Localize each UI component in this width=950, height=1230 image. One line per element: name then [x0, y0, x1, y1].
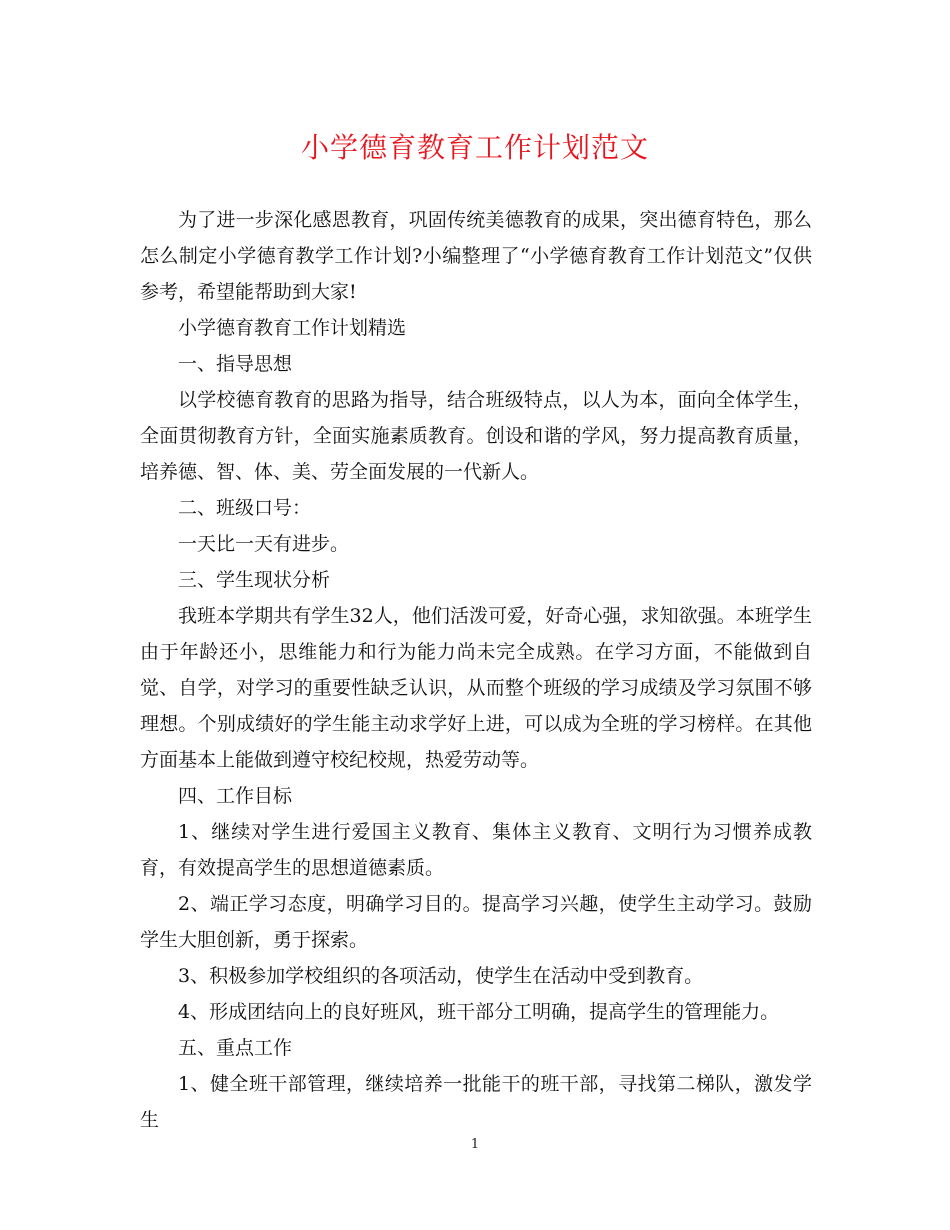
- document-title: 小学德育教育工作计划范文: [300, 131, 649, 164]
- guiding-thought-paragraph: 以学校德育教育的思路为指导，结合班级特点，以人为本，面向全体学生，全面贯彻教育方针，全面实施素质教育。创设和谐的学风，努力提高教育质量，培养德、智、体、美、劳全面发展的一代新人。: [140, 389, 812, 483]
- goal-item-4: 4、形成团结向上的良好班风，班干部分工明确，提高学生的管理能力。: [178, 1001, 780, 1023]
- section-heading-2: 二、班级口号：: [178, 497, 312, 519]
- goal-item-3: 3、积极参加学校组织的各项活动，使学生在活动中受到教育。: [178, 965, 704, 987]
- section-heading-3: 三、学生现状分析: [178, 569, 331, 591]
- goal-item-2: 2、端正学习态度，明确学习目的。提高学习兴趣，使学生主动学习。鼓励学生大胆创新，勇于探索。: [140, 893, 812, 951]
- goal-item-1: 1、继续对学生进行爱国主义教育、集体主义教育、文明行为习惯养成教育，有效提高学生的思想道德素质。: [140, 821, 812, 879]
- section-heading-1: 一、指导思想: [178, 353, 293, 375]
- section-heading-4: 四、工作目标: [178, 785, 293, 807]
- section-heading-5: 五、重点工作: [178, 1037, 293, 1059]
- key-work-item-1: 1、健全班干部管理，继续培养一批能干的班干部，寻找第二梯队，激发学生: [140, 1073, 812, 1131]
- page-number: 1: [470, 1137, 480, 1152]
- student-analysis-paragraph: 我班本学期共有学生32人，他们活泼可爱，好奇心强，求知欲强。本班学生由于年龄还小，思维能力和行为能力尚未完全成熟。在学习方面，不能做到自觉、自学，对学习的重要性缺乏认识，从而整个班级的学习成绩及学习氛围不够理想。个别成绩好的学生能主动求学好上进，可以成为全班的学习榜样。在其他方面基本上能做到遵守校纪校规，热爱劳动等。: [140, 605, 812, 771]
- intro-paragraph: 为了进一步深化感恩教育，巩固传统美德教育的成果，突出德育特色，那么怎么制定小学德育教学工作计划?小编整理了“小学德育教育工作计划范文”仅供参考，希望能帮助到大家!: [140, 209, 812, 303]
- subtitle-paragraph: 小学德育教育工作计划精选: [178, 317, 407, 339]
- document-body: [140, 202, 812, 1138]
- class-slogan-paragraph: 一天比一天有进步。: [178, 533, 350, 555]
